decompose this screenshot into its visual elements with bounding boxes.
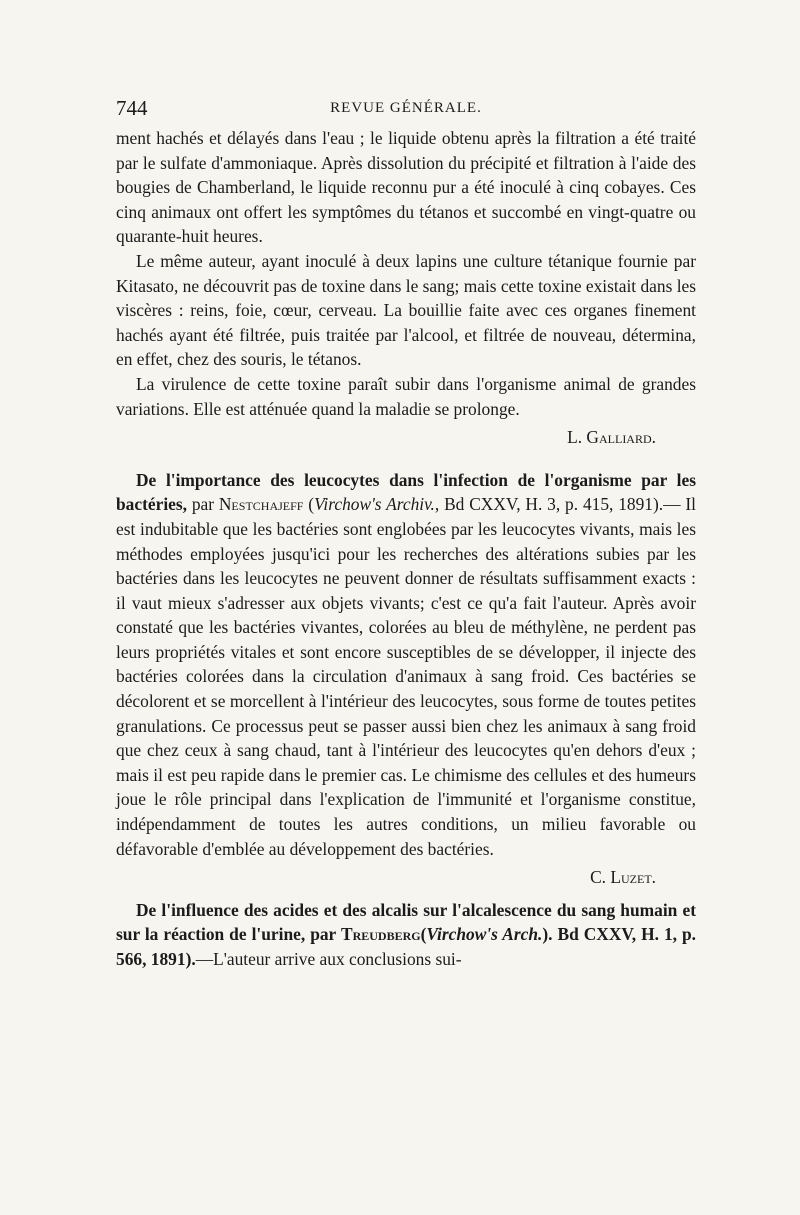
entry-reference: ). Bd CXXV, H. 1, p. 566, 1891).	[116, 924, 697, 969]
paragraph-1: ment hachés et délayés dans l'eau ; le liquide obtenu après la filtration a été traité par le sulfate d'ammoniaque. Après dissolution du précipité et filtration à l'aide des bougies de Chamberland, le liquide reconnu pur a été inoculé à cinq cobayes. Ces cinq animaux ont offert les symptômes du tétanos et succombé en vingt-quatre ou quarante-huit heures.	[116, 128, 696, 247]
entry-text: —L'auteur arrive aux conclusions sui-	[195, 949, 462, 969]
running-head: REVUE GÉNÉRALE.	[330, 100, 482, 116]
entry-author: Treudberg	[340, 924, 421, 945]
entry-open-paren: (	[420, 924, 427, 945]
entry-open-paren: (	[303, 494, 315, 515]
entry-reference: , Bd CXXV, H. 3, p. 415, 1891).	[434, 494, 664, 515]
signature-galliard: L. Galliard.	[567, 427, 656, 448]
page-header	[116, 96, 696, 124]
page-number: 744	[116, 96, 148, 120]
entry-author: Nestchajeff	[218, 494, 304, 515]
paragraph-3: La virulence de cette toxine paraît subir dans l'organisme animal de grandes variations. Elle est atténuée quand la maladie se prolonge.	[116, 373, 696, 419]
entry-text: — Il est indubitable que les bactéries sont englobées par les leucocytes vivants, mais les méthodes employées jusqu'ici pour les recherches des altérations subies par les bactéries dans les leucocytes ne peuvent donner de résultats suffisamment exacts : il vaut mieux s'adresser aux objets vivants; c'est ce qu'a fait l'auteur. Après avoir constaté que les bactéries vivantes, colorées au bleu de méthylène, ne perdent pas leurs propriétés vitales et sont encore susceptibles de se développer, il injecte des bactéries colorées dans la circulation d'animaux à sang froid. Ces bactéries se décolorent et se morcellent à l'intérieur des leucocytes, sous forme de toutes petites granulations. Ce processus peut se passer aussi bien chez les animaux à sang froid que chez ceux à sang chaud, tant à l'intérieur des leucocytes qu'en dehors d'eux ; mais il est peu rapide dans le premier cas. Le chimisme des cellules et des humeurs joue le rôle principal dans l'explication de l'immunité et l'organisme constitue, indépendamment de toutes les autres conditions, un milieu favorable ou défavorable d'emblée au développement des bactéries.	[116, 494, 696, 859]
review-entry-leucocytes	[116, 468, 696, 862]
signature-luzet: C. Luzet.	[590, 867, 656, 888]
entry-par: par	[186, 494, 219, 515]
entry-journal: Virchow's Archiv.	[314, 494, 435, 515]
paragraph-2: Le même auteur, ayant inoculé à deux lapins une culture tétanique fournie par Kitasato, ne découvrit pas de toxine dans le sang; mais cette toxine existait dans les viscères : reins, foie, cœur, cerveau. La bouillie faite avec ces organes finement hachés ayant été filtrée, puis traitée par l'alcool, et filtrée de nouveau, détermina, en effet, chez des souris, le tétanos.	[116, 250, 697, 370]
entry-title: De l'importance des leucocytes dans l'infection de l'organisme par les bactéries,	[116, 469, 696, 515]
body-text	[116, 126, 696, 972]
entry-title: De l'influence des acides et des alcalis sur l'alcalescence du sang humain et sur la réaction de l'urine,	[116, 899, 696, 945]
entry-par: par	[305, 924, 341, 945]
entry-journal: Virchow's Arch.	[426, 924, 543, 945]
review-entry-acides	[116, 898, 696, 972]
